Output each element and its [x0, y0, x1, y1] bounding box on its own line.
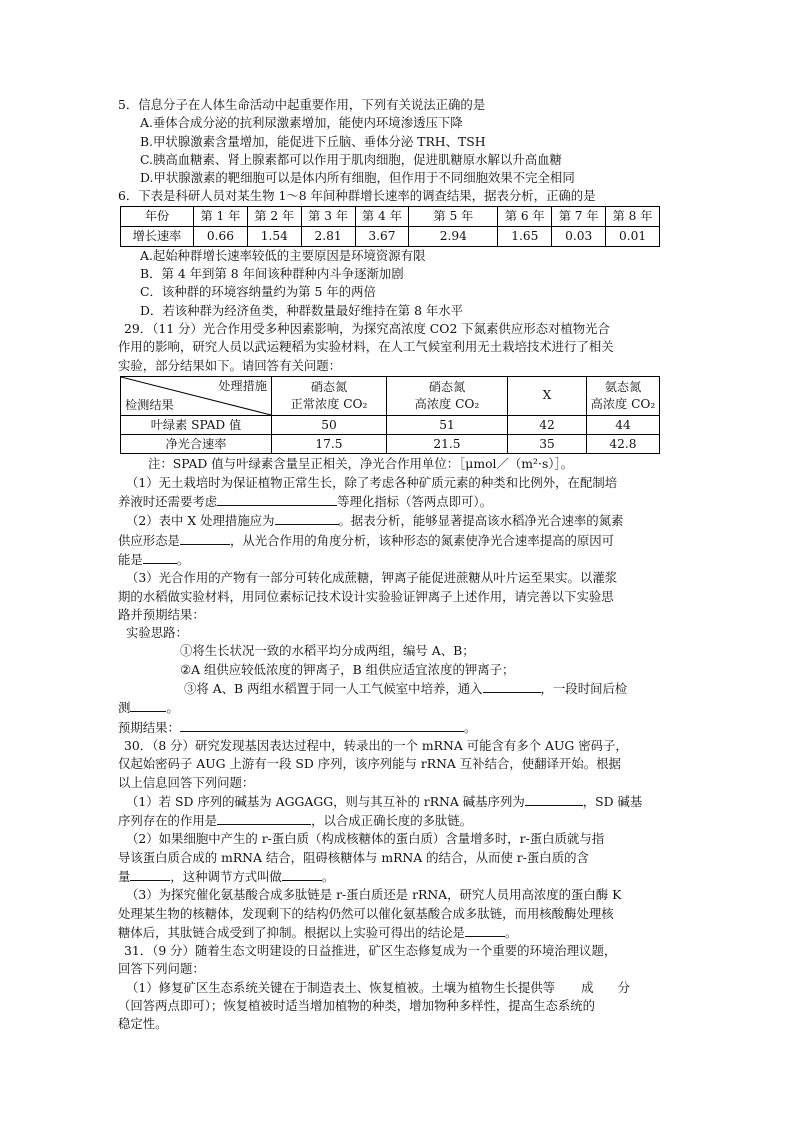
col-label: 硝态氮 [428, 379, 466, 394]
row-label: 净光合速率 [121, 435, 272, 454]
q29-part2-text: ，从光合作用的角度分析，该种形态的氮素使净光合速率提高的原因可 [229, 532, 615, 548]
q29-part3: 路并预期结果： [118, 606, 205, 622]
expected-result-end: 。 [463, 719, 477, 735]
table-cell: 51 [387, 415, 508, 434]
answer-blank[interactable] [483, 679, 541, 693]
q30-part2: 导该蛋白质合成的 mRNA 结合，阻碍核糖体与 mRNA 的结合，从而使 r-蛋白质的含 [118, 849, 589, 865]
col-x: X [508, 376, 587, 415]
table-row [121, 435, 660, 454]
col-label: 高浓度 CO₂ [590, 396, 656, 411]
q29-part2-text: 。 [176, 551, 190, 567]
table-cell: 21.5 [387, 435, 508, 454]
q30-part3: （3）为探究催化氨基酸合成多肽链是 r-蛋白质还是 rRNA，研究人员用高浓度的蛋白酶 K [126, 887, 622, 903]
rate-cell: 2.94 [409, 226, 498, 246]
rate-cell: 2.81 [301, 226, 355, 246]
year-cell: 第 2 年 [247, 206, 301, 226]
answer-blank[interactable] [130, 867, 170, 881]
col-label: 硝态氮 [310, 379, 348, 394]
q30-part1-text: ，以合成正确长度的多肽链。 [311, 813, 473, 829]
experiment-step-3: ③将 A、B 两组水稻置于同一人工气候室中培养，通入 [184, 681, 483, 697]
q30-part3-text: 。 [504, 924, 518, 940]
q6-option-d: D．若该种群为经济鱼类，种群数量最好维持在第 8 年水平 [140, 302, 464, 318]
q30-part2-text: ，这种调节方式叫做 [170, 868, 282, 884]
rate-cell: 0.03 [552, 226, 606, 246]
year-cell: 第 3 年 [301, 206, 355, 226]
table-cell: 42.8 [587, 435, 660, 454]
table-row [121, 226, 660, 246]
q30-intro: 以上信息回答下列问题： [118, 774, 255, 790]
table-cell: 44 [587, 415, 660, 434]
table-cell: 42 [508, 415, 587, 434]
rate-cell: 0.01 [606, 226, 660, 246]
answer-blank[interactable] [275, 511, 339, 525]
q31-part1-text: 分 [617, 979, 630, 995]
expected-result-label: 预期结果： [118, 719, 180, 735]
q31-part1-text: 成 [581, 979, 594, 995]
answer-blank[interactable] [180, 531, 230, 545]
answer-blank[interactable] [143, 550, 177, 564]
year-cell: 第 7 年 [552, 206, 606, 226]
year-cell: 第 4 年 [355, 206, 409, 226]
table-cell: 35 [508, 435, 587, 454]
q6-option-b: B．第 4 年到第 8 年间该种群种内斗争逐渐加剧 [140, 266, 404, 282]
q30-intro: 30．（8 分）研究发现基因表达过程中，转录出的一个 mRNA 可能含有多个 AUG 密码子， [124, 737, 628, 753]
q6-option-c: C．该种群的环境容纳量约为第 5 年的两倍 [140, 284, 376, 300]
year-cell: 第 1 年 [194, 206, 248, 226]
header-result: 检测结果 [125, 397, 174, 412]
rate-cell: 3.67 [355, 226, 409, 246]
answer-blank[interactable] [217, 492, 337, 506]
q29-part3: 期的水稻做实验材料，用同位素标记技术设计实验验证钾离子上述作用，请完善以下实验思 [118, 588, 614, 604]
q30-part2-text: 量 [118, 868, 131, 884]
q29-part2-text: 供应形态是 [118, 532, 180, 548]
answer-blank[interactable] [525, 792, 583, 806]
q31-part1-text: （1）修复矿区生态系统关键在于制造表土、恢复植被。土壤为植物生长提供等 [126, 979, 556, 995]
experiment-step-2: ②A 组供应较低浓度的钾离子，B 组供应适宜浓度的钾离子； [180, 661, 515, 677]
q30-part1-text: ，SD 碱基 [582, 793, 643, 809]
rate-cell: 1.54 [247, 226, 301, 246]
q30-part2: （2）如果细胞中产生的 r-蛋白质（构成核糖体的蛋白质）含量增多时，r-蛋白质就与指 [126, 831, 605, 847]
q30-part2-text: 。 [321, 868, 335, 884]
table-cell: 17.5 [272, 435, 387, 454]
q31-intro: 31．（9 分）随着生态文明建设的日益推进，矿区生态修复成为一个重要的环境治理议题， [124, 943, 617, 959]
col-nitrate-normal [272, 376, 387, 415]
table-row [121, 376, 660, 415]
q29-part1: （1）无土栽培时为保证植物正常生长，除了考虑各种矿质元素的种类和比例外，在配制培 [126, 474, 618, 490]
q30-intro: 仅起始密码子 AUG 上游有一段 SD 序列，该序列能与 rRNA 互补结合，使翻译开始。根据 [118, 756, 621, 772]
answer-blank[interactable] [180, 718, 464, 732]
experiment-step-3: 。 [166, 700, 179, 716]
q29-part1-text: 养液时还需要考虑 [118, 494, 218, 510]
answer-blank[interactable] [282, 867, 322, 881]
year-cell: 第 8 年 [606, 206, 660, 226]
exam-page [118, 96, 678, 1034]
q5-option-b: B.甲状腺激素含量增加，能促进下丘脑、垂体分泌 TRH、TSH [140, 133, 486, 149]
col-label: 高浓度 CO₂ [414, 396, 480, 411]
table-cell: 50 [272, 415, 387, 434]
experiment-step-3: 测 [118, 700, 131, 716]
q29-part2-text: 。据表分析，能够显著提高该水稻净光合速率的氮素 [338, 513, 624, 529]
q31-intro: 回答下列问题： [118, 961, 205, 977]
rate-cell: 1.65 [498, 226, 552, 246]
row-label: 叶绿素 SPAD 值 [121, 415, 272, 434]
q29-part2-text: （2）表中 X 处理措施应为 [126, 513, 275, 529]
q30-part3: 处理某生物的核糖体，发现剩下的结构仍然可以催化氨基酸合成多肽链，而用核酸酶处理核 [118, 905, 614, 921]
answer-blank[interactable] [217, 811, 311, 825]
diagonal-header-cell [121, 376, 272, 415]
col-label: 氨态氮 [604, 379, 642, 394]
col-nitrate-high [387, 376, 508, 415]
q29-intro: 29．（11 分）光合作用受多种因素影响，为探究高浓度 CO2 下氮素供应形态对植物光合 [124, 320, 610, 336]
experiment-step-1: ①将生长状况一致的水稻平均分成两组，编号 A、B； [180, 643, 475, 659]
q30-part1-text: 序列存在的作用是 [118, 813, 218, 829]
year-row-label: 年份 [121, 206, 194, 226]
year-cell: 第 5 年 [409, 206, 498, 226]
experiment-step-3: ，一段时间后检 [540, 681, 628, 697]
photosynthesis-table [120, 376, 660, 455]
rate-row-label: 增长速率 [121, 226, 194, 246]
q5-stem: 5．信息分子在人体生命活动中起重要作用，下列有关说法正确的是 [118, 97, 486, 112]
q5-option-c: C.胰高血糖素、肾上腺素都可以作用于肌肉细胞，促进肌糖原水解以升高血糖 [140, 151, 562, 167]
col-ammonium-high [587, 376, 660, 415]
q30-part1-text: （1）若 SD 序列的碱基为 AGGAGG，则与其互补的 rRNA 碱基序列为 [126, 793, 525, 809]
q31-part1: 稳定性。 [118, 1016, 168, 1032]
q31-part1: （回答两点即可）；恢复植被时适当增加植物的种类，增加物种多样性，提高生态系统的 [118, 998, 596, 1014]
table-row [121, 206, 660, 226]
header-treatment: 处理措施 [218, 378, 267, 393]
q30-part3-text: 糖体后，其肽链合成受到了抑制。根据以上实验可得出的结论是 [118, 924, 465, 940]
answer-blank[interactable] [130, 698, 166, 712]
q29-part2-text: 能是 [118, 551, 143, 567]
q6-stem: 6．下表是科研人员对某生物 1～8 年间种群增长速率的调查结果，据表分析，正确的是 [118, 188, 596, 204]
q29-note: 注：SPAD 值与叶绿素含量呈正相关，净光合作用单位：［μmol／（m²·s）］。 [148, 456, 574, 472]
q5-option-d: D.甲状腺激素的靶细胞可以是体内所有细胞，但作用于不同细胞效果不完全相同 [140, 170, 575, 186]
q29-intro: 作用的影响，研究人员以武运粳稻为实验材料，在人工气候室利用无土栽培技术进行了相关 [118, 339, 614, 355]
q6-option-a: A.起始种群增长速率较低的主要原因是环境资源有限 [140, 247, 426, 263]
table-row [121, 415, 660, 434]
q29-part3: （3）光合作用的产物有一部分可转化成蔗糖，钾离子能促进蔗糖从叶片运至果实。以灌浆 [126, 570, 618, 586]
experiment-idea-title: 实验思路： [126, 625, 188, 641]
q29-intro: 实验，部分结果如下。请回答有关问题： [118, 357, 342, 373]
q29-part1-text: 等理化指标（答两点即可）。 [337, 494, 493, 510]
col-label: 正常浓度 CO₂ [290, 396, 368, 411]
q5-option-a: A.垂体合成分泌的抗利尿激素增加，能使内环境渗透压下降 [140, 115, 463, 131]
growth-rate-table [120, 206, 660, 247]
year-cell: 第 6 年 [498, 206, 552, 226]
answer-blank[interactable] [465, 923, 505, 937]
rate-cell: 0.66 [194, 226, 248, 246]
